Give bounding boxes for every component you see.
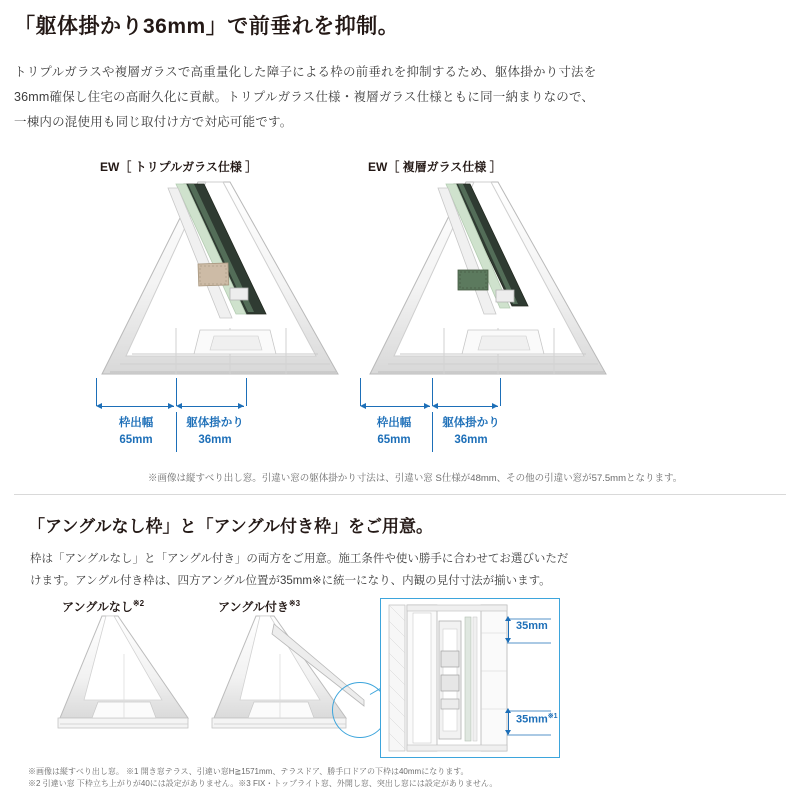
section2-body (30, 548, 630, 593)
angle-less-frame-svg (40, 614, 210, 754)
figure2-dim2-label: 躯体掛かり (442, 417, 500, 429)
figure1-dim1-value: 65mm (119, 434, 153, 446)
callout-dim-bottom-value: 35mm (516, 713, 548, 726)
section1-body (14, 60, 654, 135)
figure2-dim1-line (362, 406, 430, 407)
section1-title: 「躯体掛かり36mm」で前垂れを抑制。 (14, 15, 400, 38)
figure1-dim2-arrow-right (238, 403, 244, 409)
figure2-caption: EW［ 複層ガラス仕様 ］ (368, 160, 502, 174)
figure1-dim2-label: 躯体掛かり (186, 417, 244, 429)
figure2-drawing (348, 178, 618, 378)
figure1-caption: EW［ トリプルガラス仕様 ］ (100, 160, 258, 174)
figure2-dim2-value: 36mm (454, 434, 488, 446)
callout-dim-top-label: 35mm (516, 620, 548, 632)
figure2-extline-left (360, 378, 361, 406)
figure3-caption-sup: ※2 (132, 599, 145, 608)
window-section-double-svg (348, 178, 618, 378)
figure1-dim2-line (178, 406, 244, 407)
section1-note: ※画像は縦すべり出し窓。引違い窓の躯体掛かり寸法は、引違い窓 S仕様が48mm、その他の引違い窓が57.5mmとなります。 (148, 473, 683, 484)
section1-body-line-1: トリプルガラスや複層ガラスで高重量化した障子による枠の前垂れを抑制するため、躯体掛かり寸法を (14, 65, 597, 79)
figure4-caption-text: アングル付き (218, 600, 289, 614)
window-section-triple-svg (80, 178, 350, 378)
figure1-dim1-arrow-left (96, 403, 102, 409)
section2-body-line-2: けます。アングル付き枠は、四方アングル位置が35mm※に統一になり、内観の見付寸法が揃います。 (30, 575, 551, 588)
figure2-extline-right (500, 378, 501, 406)
figure1-dim1-line (98, 406, 174, 407)
section-divider (14, 494, 786, 495)
callout-dim-bottom-arrow-down (505, 730, 511, 735)
figure1-dim1-label: 枠出幅 (118, 417, 154, 429)
callout-dim-top-arrow-down (505, 638, 511, 643)
figure2-dim2-arrow-right (492, 403, 498, 409)
figure1-extline-left (96, 378, 97, 406)
figure2-dim-separator (432, 412, 433, 452)
footnote-line-2: ※2 引違い窓 下枠立ち上がりが40には設定がありません。※3 FIX・トップライト窓、外開し窓、突出し窓には設定がありません。 (28, 778, 498, 788)
figure3-caption (62, 598, 144, 615)
figure1-extline-mid (176, 378, 177, 406)
footnote-line-1: ※画像は縦すべり出し窓。 ※1 開き窓テラス、引違い窓H≧1571mm、テラスドア、勝手口ドアの下枠は40mmになります。 (28, 767, 469, 776)
figure2-dim2-arrow-left (432, 403, 438, 409)
section2-title: 「アングルなし枠」と「アングル付き枠」をご用意。 (28, 517, 433, 536)
section2-footnotes (28, 766, 497, 789)
figure1-dim2-arrow-left (176, 403, 182, 409)
figure2-extline-mid (432, 378, 433, 406)
callout-dim-bottom-label (516, 712, 558, 726)
callout-dim-top-arrow-up (505, 616, 511, 621)
section1-body-line-2: 36mm確保し住宅の高耐久化に貢献。トリプルガラス仕様・複層ガラス仕様ともに同一納まりなので、 (14, 90, 595, 104)
figure2-dim1-label: 枠出幅 (376, 417, 412, 429)
figure1-extline-right (246, 378, 247, 406)
figure2-dim1-arrow-right (424, 403, 430, 409)
callout-dim-bottom-arrow-up (505, 708, 511, 713)
figure1-dim-separator (176, 412, 177, 452)
callout-dim-bottom-sup: ※1 (547, 713, 558, 720)
section2-body-line-1: 枠は「アングルなし」と「アングル付き」の両方をご用意。施工条件や使い勝手に合わせてお選びいただ (30, 553, 569, 565)
figure4-caption (218, 598, 300, 615)
figure4-caption-sup: ※3 (288, 599, 301, 608)
section1-body-line-3: 一棟内の混使用も同じ取付け方で対応可能です。 (14, 115, 293, 129)
figure2-dim1-arrow-left (360, 403, 366, 409)
figure3-drawing (40, 614, 210, 754)
figure1-dim2-value: 36mm (198, 434, 232, 446)
figure1-drawing (80, 178, 350, 378)
figure2-dim1-value: 65mm (377, 434, 411, 446)
figure2-dim2-line (434, 406, 498, 407)
figure3-caption-text: アングルなし (62, 600, 133, 614)
figure1-dim1-arrow-right (168, 403, 174, 409)
